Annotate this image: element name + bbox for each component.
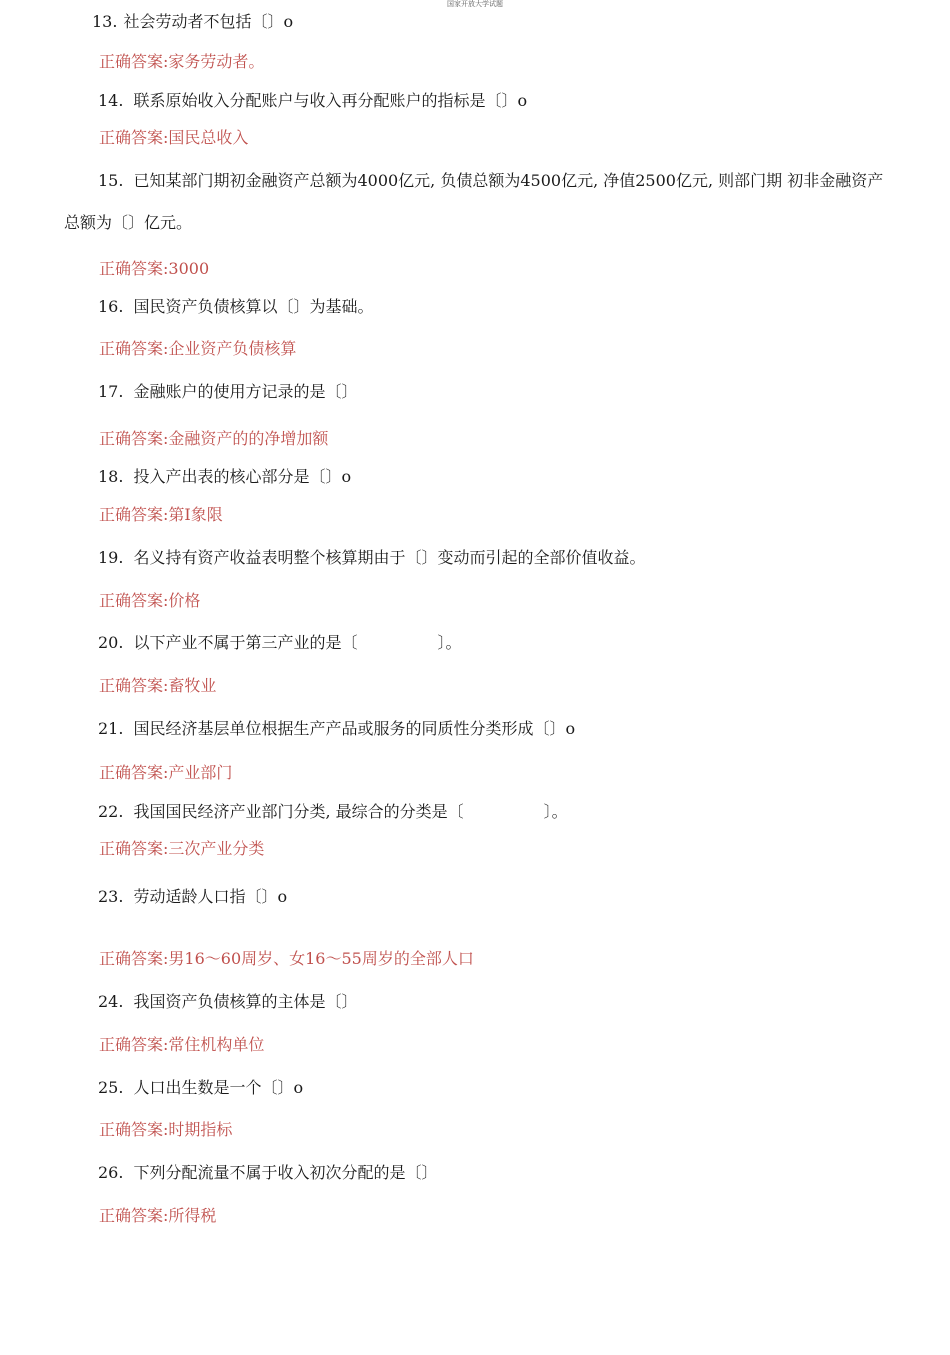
question-26 xyxy=(98,1162,437,1184)
answer-prefix: 正确答案: xyxy=(99,429,169,448)
answer-text: 所得税 xyxy=(168,1206,217,1225)
answer-text: 价格 xyxy=(168,591,201,610)
question-23 xyxy=(98,886,287,908)
question-text: 名义持有资产收益表明整个核算期由于〔〕变动而引起的全部价值收益。 xyxy=(133,548,646,567)
question-text: 已知某部门期初金融资产总额为4000亿元, 负债总额为4500亿元, 净值2500亿元, 则部门期 初非金融资产总额为〔〕亿元。 xyxy=(64,171,884,232)
answer-text: 3000 xyxy=(168,259,210,278)
question-text: 下列分配流量不属于收入初次分配的是〔〕 xyxy=(133,1163,438,1182)
question-text: 社会劳动者不包括〔〕o xyxy=(123,12,294,31)
answer-text: 畜牧业 xyxy=(168,676,217,695)
question-text: 国民经济基层单位根据生产产品或服务的同质性分类形成〔〕o xyxy=(133,719,576,738)
question-24 xyxy=(98,991,357,1013)
answer-prefix: 正确答案: xyxy=(99,676,169,695)
question-19 xyxy=(98,547,645,569)
answer-text: 产业部门 xyxy=(168,763,233,782)
answer-16 xyxy=(99,338,296,360)
answer-prefix: 正确答案: xyxy=(99,1035,169,1054)
answer-text: 男16〜60周岁、女16〜55周岁的全部人口 xyxy=(168,949,474,968)
question-number: 18. xyxy=(98,467,124,486)
answer-prefix: 正确答案: xyxy=(99,128,169,147)
question-text: 人口出生数是一个〔〕o xyxy=(133,1078,304,1097)
question-13 xyxy=(92,11,293,33)
question-text: 我国资产负债核算的主体是〔〕 xyxy=(133,992,358,1011)
question-text: 我国国民经济产业部门分类, 最综合的分类是〔 〕。 xyxy=(133,802,568,821)
question-number: 19. xyxy=(98,548,124,567)
answer-22 xyxy=(99,838,264,860)
answer-text: 第I象限 xyxy=(168,505,223,524)
answer-20 xyxy=(99,675,216,697)
question-text: 投入产出表的核心部分是〔〕o xyxy=(133,467,352,486)
answer-text: 企业资产负债核算 xyxy=(168,339,297,358)
answer-19 xyxy=(99,590,200,612)
answer-text: 金融资产的的净增加额 xyxy=(168,429,329,448)
answer-prefix: 正确答案: xyxy=(99,1206,169,1225)
question-20 xyxy=(98,632,461,654)
answer-13 xyxy=(99,51,264,73)
question-number: 17. xyxy=(98,382,124,401)
page-header: 国家开放大学试题 xyxy=(447,0,503,8)
answer-text: 三次产业分类 xyxy=(168,839,265,858)
question-25 xyxy=(98,1077,303,1099)
answer-prefix: 正确答案: xyxy=(99,839,169,858)
answer-text: 家务劳动者。 xyxy=(168,52,265,71)
answer-25 xyxy=(99,1119,232,1141)
answer-prefix: 正确答案: xyxy=(99,52,169,71)
answer-24 xyxy=(99,1034,264,1056)
question-text: 劳动适龄人口指〔〕o xyxy=(133,887,288,906)
question-number: 21. xyxy=(98,719,124,738)
answer-text: 时期指标 xyxy=(168,1120,233,1139)
answer-18 xyxy=(99,504,223,526)
question-15 xyxy=(64,160,889,244)
answer-17 xyxy=(99,428,328,450)
question-number: 26. xyxy=(98,1163,124,1182)
question-text: 联系原始收入分配账户与收入再分配账户的指标是〔〕o xyxy=(133,91,528,110)
question-text: 以下产业不属于第三产业的是〔 〕。 xyxy=(133,633,462,652)
answer-prefix: 正确答案: xyxy=(99,763,169,782)
question-number: 16. xyxy=(98,297,124,316)
answer-23 xyxy=(99,948,474,970)
question-number: 25. xyxy=(98,1078,124,1097)
question-number: 14. xyxy=(98,91,124,110)
answer-14 xyxy=(99,127,248,149)
answer-prefix: 正确答案: xyxy=(99,949,169,968)
answer-21 xyxy=(99,762,232,784)
question-number: 24. xyxy=(98,992,124,1011)
answer-text: 常住机构单位 xyxy=(168,1035,265,1054)
question-18 xyxy=(98,466,351,488)
answer-26 xyxy=(99,1205,216,1227)
question-number: 23. xyxy=(98,887,124,906)
question-17 xyxy=(98,381,357,403)
answer-text: 国民总收入 xyxy=(168,128,249,147)
question-text: 国民资产负债核算以〔〕为基础。 xyxy=(133,297,374,316)
answer-prefix: 正确答案: xyxy=(99,505,169,524)
question-16 xyxy=(98,296,373,318)
question-21 xyxy=(98,718,575,740)
answer-prefix: 正确答案: xyxy=(99,339,169,358)
question-text: 金融账户的使用方记录的是〔〕 xyxy=(133,382,358,401)
question-number: 22. xyxy=(98,802,124,821)
answer-prefix: 正确答案: xyxy=(99,591,169,610)
question-number: 13. xyxy=(92,12,118,31)
answer-prefix: 正确答案: xyxy=(99,259,169,278)
answer-prefix: 正确答案: xyxy=(99,1120,169,1139)
question-14 xyxy=(98,90,527,112)
question-number: 20. xyxy=(98,633,124,652)
question-number: 15. xyxy=(98,171,124,190)
question-22 xyxy=(98,801,568,823)
answer-15 xyxy=(99,258,209,280)
